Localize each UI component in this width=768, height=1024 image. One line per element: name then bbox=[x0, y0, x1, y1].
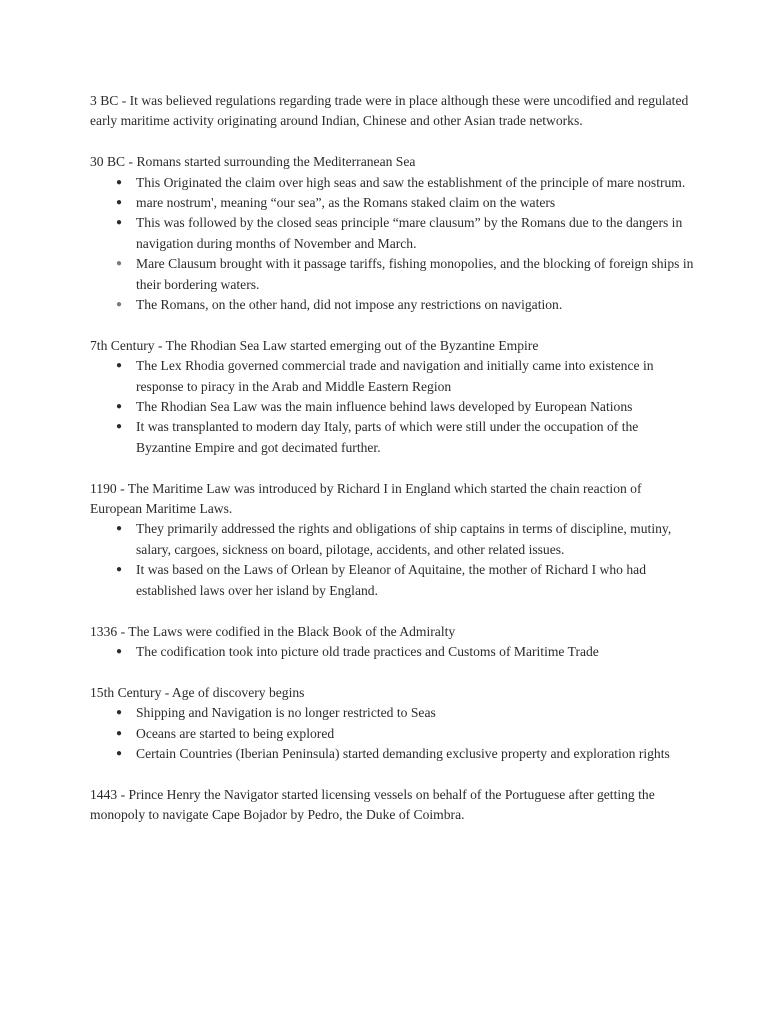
list-item bbox=[90, 213, 696, 254]
list-item-text: The Romans, on the other hand, did not impose any restrictions on navigation. bbox=[136, 297, 563, 313]
section-3bc bbox=[90, 91, 696, 132]
list-item bbox=[90, 254, 696, 295]
list-item-text: Shipping and Navigation is no longer restricted to Seas bbox=[136, 705, 436, 721]
list-item bbox=[90, 356, 696, 397]
list-item-text: Mare Clausum brought with it passage tariffs, fishing monopolies, and the blocking of foreign ships in their bordering waters. bbox=[136, 256, 694, 292]
section-7th-century bbox=[90, 336, 696, 458]
section-heading: 3 BC - It was believed regulations regarding trade were in place although these were uncodified and regulated early maritime activity originating around Indian, Chinese and other Asian trade networks. bbox=[90, 93, 689, 129]
bullet-icon: ● bbox=[116, 401, 123, 413]
bullet-icon: ● bbox=[116, 217, 123, 229]
section-heading: 7th Century - The Rhodian Sea Law started emerging out of the Byzantine Empire bbox=[90, 337, 539, 353]
bullet-icon: ● bbox=[116, 421, 123, 433]
list-item bbox=[90, 744, 696, 764]
bullet-icon: ● bbox=[116, 727, 123, 739]
list-item-text: The codification took into picture old trade practices and Customs of Maritime Trade bbox=[136, 643, 599, 659]
bullet-list bbox=[90, 519, 696, 601]
list-item-text: Oceans are started to being explored bbox=[136, 725, 335, 741]
bullet-icon: ● bbox=[116, 747, 123, 759]
section-heading: 1443 - Prince Henry the Navigator started licensing vessels on behalf of the Portuguese after getting the monopoly to navigate Cape Bojador by Pedro, the Duke of Coimbra. bbox=[90, 786, 655, 823]
bullet-icon: ● bbox=[116, 707, 123, 719]
list-item-text: This was followed by the closed seas principle “mare clausum” by the Romans due to the dangers in navigation during months of November and March. bbox=[136, 215, 683, 251]
section-heading: 1336 - The Laws were codified in the Black Book of the Admiralty bbox=[90, 623, 456, 639]
bullet-icon: ● bbox=[116, 360, 123, 372]
section-1190 bbox=[90, 479, 696, 601]
bullet-icon: ● bbox=[116, 258, 123, 270]
list-item-text: They primarily addressed the rights and obligations of ship captains in terms of discipline, mutiny, salary, cargoes, sickness on board, pilotage, accidents, and other related issues. bbox=[136, 521, 672, 557]
list-item bbox=[90, 193, 696, 213]
section-heading: 15th Century - Age of discovery begins bbox=[90, 684, 305, 700]
bullet-icon: ● bbox=[116, 564, 123, 576]
list-item bbox=[90, 724, 696, 744]
list-item bbox=[90, 560, 696, 601]
list-item bbox=[90, 397, 696, 417]
list-item bbox=[90, 173, 696, 193]
list-item-text: It was transplanted to modern day Italy, parts of which were still under the occupation of the Byzantine Empire and got decimated further. bbox=[136, 419, 639, 455]
bullet-icon: ● bbox=[116, 299, 123, 311]
bullet-list bbox=[90, 642, 696, 662]
list-item-text: mare nostrum', meaning “our sea”, as the Romans staked claim on the waters bbox=[136, 195, 556, 211]
section-15th-century bbox=[90, 683, 696, 765]
bullet-icon: ● bbox=[116, 197, 123, 209]
list-item bbox=[90, 295, 696, 315]
list-item-text: It was based on the Laws of Orlean by Eleanor of Aquitaine, the mother of Richard I who had established laws over her island by England. bbox=[136, 562, 646, 598]
section-heading: 1190 - The Maritime Law was introduced by Richard I in England which started the chain reaction of European Maritime Laws. bbox=[90, 480, 642, 517]
bullet-icon: ● bbox=[116, 645, 123, 657]
bullet-icon: ● bbox=[116, 523, 123, 535]
list-item bbox=[90, 519, 696, 560]
list-item-text: The Lex Rhodia governed commercial trade and navigation and initially came into existence in response to piracy in the Arab and Middle Eastern Region bbox=[136, 358, 654, 394]
bullet-list bbox=[90, 703, 696, 764]
bullet-list bbox=[90, 173, 696, 316]
section-heading: 30 BC - Romans started surrounding the Mediterranean Sea bbox=[90, 154, 416, 170]
bullet-icon: ● bbox=[116, 176, 123, 188]
bullet-list bbox=[90, 356, 696, 458]
list-item bbox=[90, 417, 696, 458]
list-item-text: Certain Countries (Iberian Peninsula) started demanding exclusive property and exploration rights bbox=[136, 745, 670, 761]
section-30bc bbox=[90, 152, 696, 315]
list-item bbox=[90, 703, 696, 723]
section-1336 bbox=[90, 622, 696, 663]
section-1443 bbox=[90, 785, 696, 826]
list-item-text: The Rhodian Sea Law was the main influence behind laws developed by European Nations bbox=[136, 399, 633, 415]
list-item bbox=[90, 642, 696, 662]
list-item-text: This Originated the claim over high seas and saw the establishment of the principle of mare nostrum. bbox=[136, 174, 686, 190]
